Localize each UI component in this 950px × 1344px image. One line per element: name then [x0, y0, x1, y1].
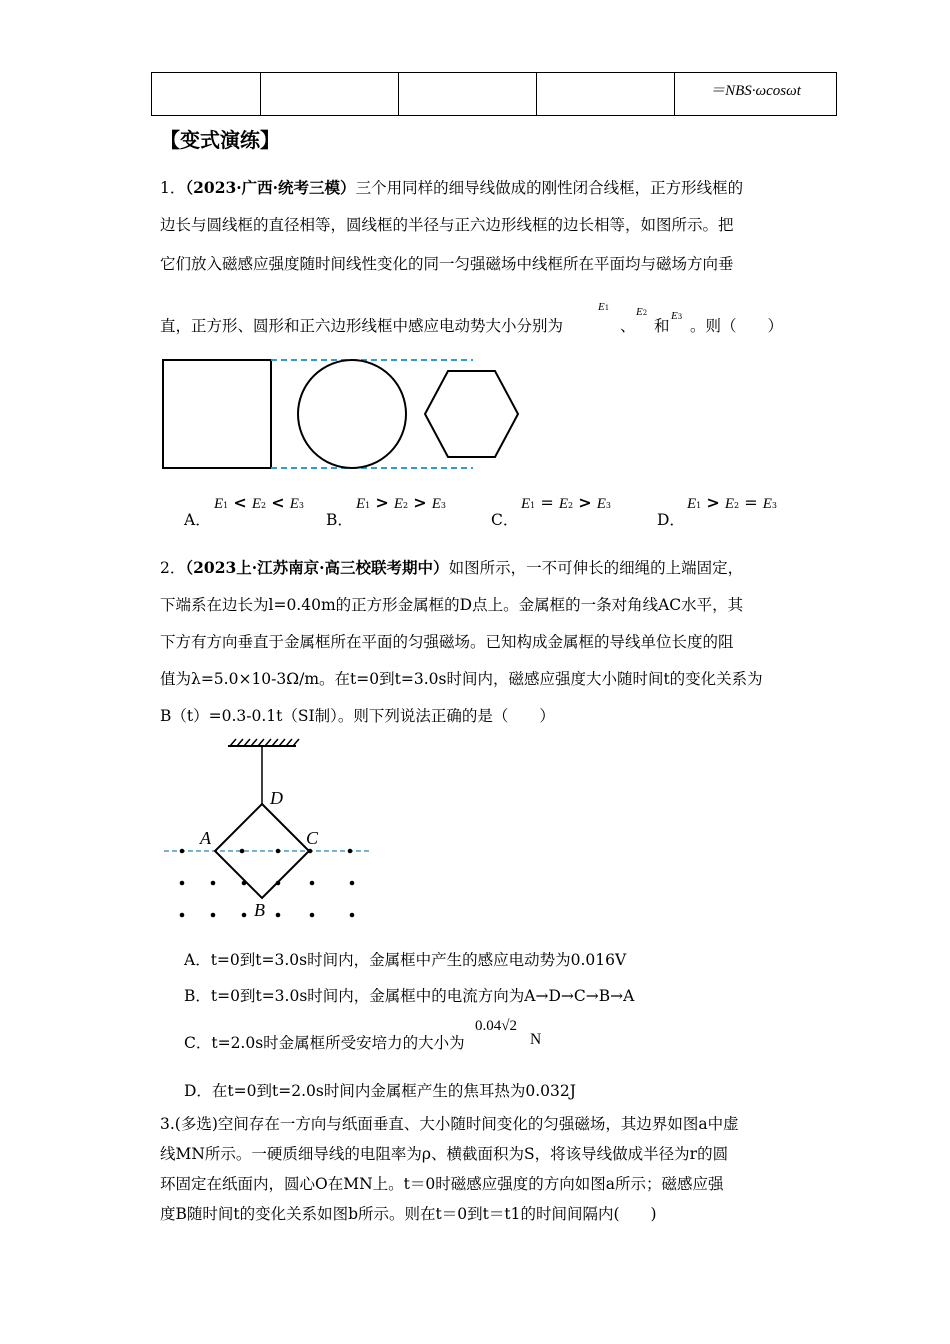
q1-e3: E3: [671, 310, 683, 322]
q3-line1: 3.(多选)空间存在一方向与纸面垂直、大小随时间变化的匀强磁场，其边界如图a中虚: [160, 1115, 739, 1133]
q3-line3: 环固定在纸面内，圆心O在MN上。t＝0时磁感应强度的方向如图a所示；磁感应强: [160, 1175, 724, 1193]
q1-line1: 1．（2023·广西·统考三模）三个用同样的细导线做成的刚性闭合线框，正方形线框的: [160, 178, 744, 197]
q1-option-d[interactable]: D．: [657, 511, 685, 529]
ceiling-hatch: [230, 739, 299, 746]
table-cell-formula: ＝NBS·ωcosωt: [675, 73, 837, 116]
q2-line5: B（t）=0.3-0.1t（SI制）。则下列说法正确的是（ ）: [160, 707, 555, 725]
q2-option-c-value: 0.04√2: [475, 1018, 517, 1034]
q3-line4: 度B随时间t的变化关系如图b所示。则在t＝0到t＝t1的时间间隔内( ): [160, 1205, 657, 1223]
table-cell: [537, 73, 675, 116]
q1-sep2: 和: [654, 317, 670, 335]
q1-sep1: 、: [620, 317, 636, 335]
q1-option-c-expr: E1 = E2 > E3: [521, 493, 611, 512]
field-dots: [180, 849, 355, 918]
table-cell: [399, 73, 537, 116]
q1-option-c[interactable]: C．: [491, 511, 519, 529]
q2-option-c-unit: N: [530, 1031, 542, 1048]
q1-option-d-expr: E1 > E2 = E3: [687, 493, 777, 512]
q2-figure: [160, 736, 375, 926]
hexagon-frame: [425, 371, 518, 457]
q1-option-a[interactable]: A．: [184, 511, 211, 529]
q2-line4: 值为λ=5.0×10-3Ω/m。在t=0到t=3.0s时间内，磁感应强度大小随时间t的变化关系为: [160, 670, 763, 688]
formula-table: [151, 72, 837, 116]
q1-line4-post: 。则（ ）: [690, 317, 784, 335]
label-b: B: [254, 900, 265, 920]
q2-line3: 下方有方向垂直于金属框所在平面的匀强磁场。已知构成金属框的导线单位长度的阻: [160, 633, 734, 651]
q2-option-b[interactable]: B．t=0到t=3.0s时间内，金属框中的电流方向为A→D→C→B→A: [184, 987, 635, 1005]
square-frame: [163, 360, 271, 468]
q2-line2: 下端系在边长为l=0.40m的正方形金属框的D点上。金属框的一条对角线AC水平，其: [160, 596, 744, 614]
table-cell: [261, 73, 399, 116]
q2-option-a[interactable]: A．t=0到t=3.0s时间内，金属框中产生的感应电动势为0.016V: [184, 951, 627, 969]
label-a: A: [200, 828, 211, 848]
q3-line2: 线MN所示。一硬质细导线的电阻率为ρ、横截面积为S，将该导线做成半径为r的圆: [160, 1145, 729, 1163]
q1-figure: [155, 352, 530, 474]
q1-option-b[interactable]: B．: [326, 511, 353, 529]
q1-option-a-expr: E1 < E2 < E3: [214, 493, 304, 512]
q2-option-d[interactable]: D．在t=0到t=2.0s时间内金属框产生的焦耳热为0.032J: [184, 1082, 576, 1100]
label-d: D: [270, 788, 283, 808]
q1-e2: E2: [636, 306, 648, 318]
q2-line1: 2．（2023上·江苏南京·高三校联考期中）如图所示，一不可伸长的细绳的上端固定，: [160, 558, 744, 577]
section-title: 【变式演练】: [160, 128, 280, 152]
label-c: C: [306, 828, 319, 848]
circle-frame: [298, 360, 406, 468]
q2-option-c[interactable]: C．t=2.0s时金属框所受安培力的大小为: [184, 1034, 465, 1052]
q1-e1: E1: [598, 301, 610, 313]
table-cell: [152, 73, 261, 116]
q1-option-b-expr: E1 > E2 > E3: [356, 493, 446, 512]
q1-line4: 直，正方形、圆形和正六边形线框中感应电动势大小分别为: [160, 317, 564, 335]
q1-line3: 它们放入磁感应强度随时间线性变化的同一匀强磁场中线框所在平面均与磁场方向垂: [160, 255, 734, 273]
q1-line2: 边长与圆线框的直径相等，圆线框的半径与正六边形线框的边长相等，如图所示。把: [160, 216, 734, 234]
